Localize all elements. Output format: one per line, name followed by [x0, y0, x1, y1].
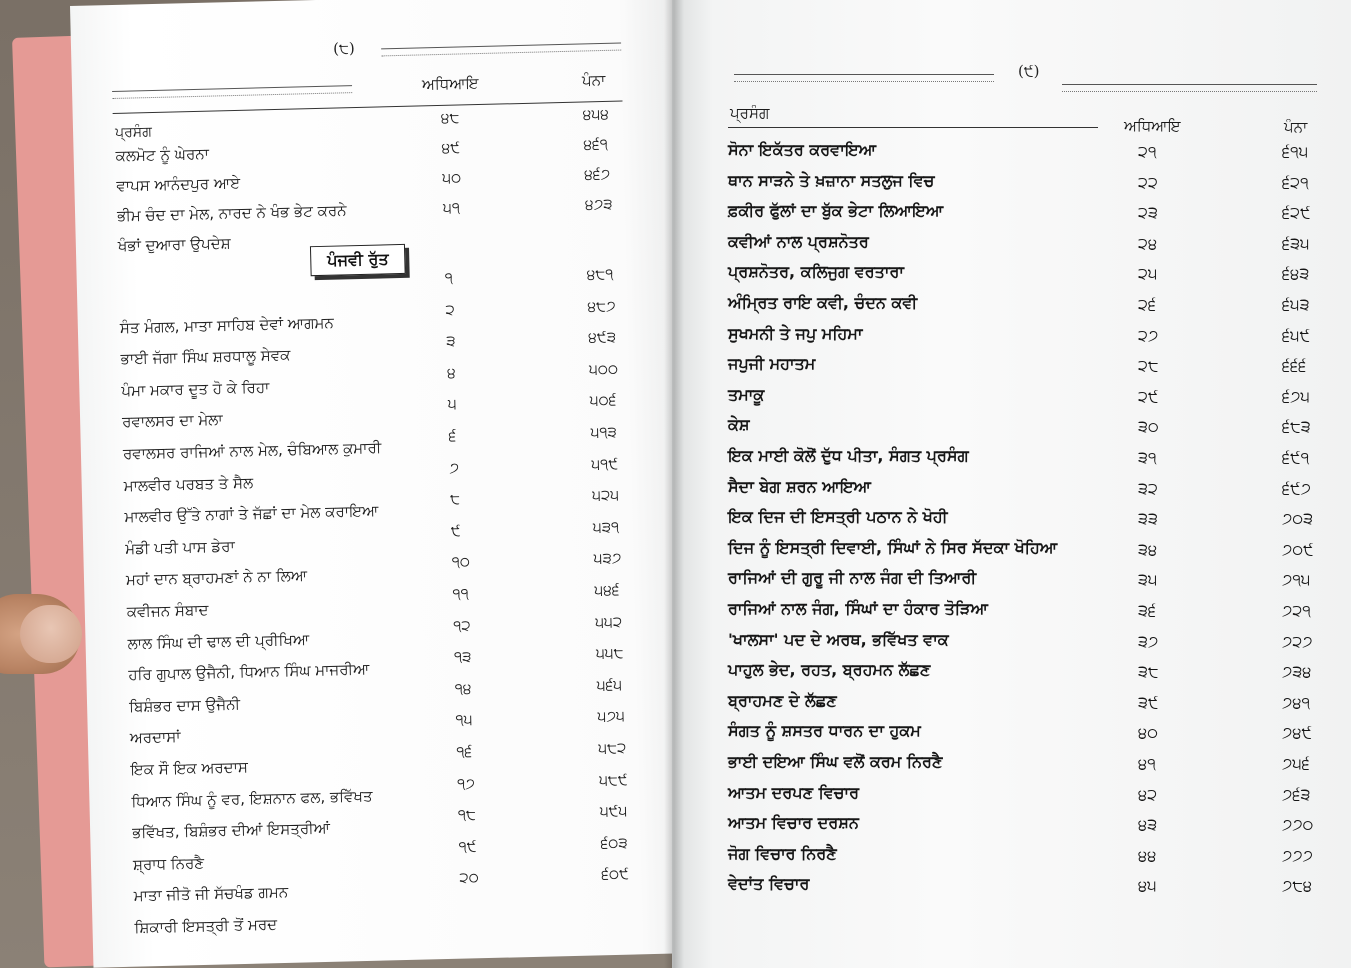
- thumbnail: [20, 605, 82, 663]
- toc-topic: ਫ਼ਕੀਰ ਫੁੱਲਾਂ ਦਾ ਬੁੱਕ ਭੇਟਾ ਲਿਆਇਆ: [728, 201, 944, 221]
- toc-topic: ਇਕ ਮਾਈ ਕੋਲੋਂ ਦੁੱਧ ਪੀਤਾ, ਸੰਗਤ ਪ੍ਰਸੰਗ: [728, 446, 969, 465]
- toc-chapter-number: ੩੭: [1138, 631, 1159, 651]
- toc-chapter-number: ੩੨: [1138, 478, 1158, 498]
- toc-topic: 'ਖਾਲਸਾ' ਪਦ ਦੇ ਅਰਥ, ਭਵਿੱਖਤ ਵਾਕ: [728, 629, 949, 649]
- toc-page-number: ੭੧੫: [1282, 570, 1311, 590]
- toc-topic: ਰਾਜਿਆਂ ਨਾਲ ਜੰਗ, ਸਿੰਘਾਂ ਦਾ ਹੰਕਾਰ ਤੋੜਿਆ: [728, 599, 988, 618]
- toc-chapter-number: ੨੩: [1138, 203, 1158, 223]
- toc-page-number: ੫੮੨: [598, 738, 627, 758]
- toc-page-number: ੭੭੭: [1282, 845, 1313, 865]
- toc-topic: ਅੰਮ੍ਰਿਤ ਰਾਇ ਕਵੀ, ਚੰਦਨ ਕਵੀ: [728, 293, 918, 312]
- toc-page-number: ੪੮੭: [587, 296, 616, 316]
- toc-chapter-number: ੨੪: [1138, 233, 1158, 253]
- toc-topic: ਬ੍ਰਾਹਮਣ ਦੇ ਲੱਛਣ: [728, 690, 837, 710]
- toc-topic: ਰਵਾਲਸਰ ਰਾਜਿਆਂ ਨਾਲ ਮੇਲ, ਚੰਬਿਆਲ ਕੁਮਾਰੀ: [122, 438, 382, 463]
- toc-page-number: ੪੮੧: [586, 264, 614, 284]
- toc-topic: ਪੰਮਾ ਮਕਾਰ ਦੂਤ ਹੋ ਕੇ ਰਿਹਾ: [121, 378, 270, 400]
- toc-topic: ਧਿਆਨ ਸਿੰਘ ਨੂੰ ਵਰ, ਇਸ਼ਨਾਨ ਫਲ, ਭਵਿੱਖਤ: [131, 786, 373, 811]
- section-heading: ਪੰਜਵੀ ਰੁੱਤ: [310, 244, 406, 276]
- toc-row: [672, 262, 1351, 292]
- toc-chapter-number: ੧੪: [454, 679, 472, 698]
- toc-chapter-number: ੧੬: [456, 742, 473, 761]
- toc-page-number: ੬੯੭: [1282, 478, 1311, 498]
- toc-topic: ਮਹਾਂ ਦਾਨ ਬ੍ਰਾਹਮਣਾਂ ਨੇ ਨਾ ਲਿਆ: [125, 566, 308, 590]
- toc-chapter-number: ੪੪: [1138, 845, 1157, 865]
- header-ornament: [381, 43, 621, 57]
- toc-topic: ਵੇਦਾਂਤ ਵਿਚਾਰ: [728, 874, 810, 894]
- toc-row: [672, 721, 1351, 751]
- toc-chapter-number: ੪: [446, 363, 456, 382]
- toc-topic: ਸ਼ਿਕਾਰੀ ਇਸਤ੍ਰੀ ਤੋਂ ਮਰਦ: [134, 915, 278, 937]
- toc-topic: ਭਾਈ ਜੱਗਾ ਸਿੰਘ ਸ਼ਰਧਾਲੂ ਸੇਵਕ: [120, 345, 291, 369]
- toc-page-number: ੫੩੧: [592, 517, 620, 537]
- toc-chapter-number: ੩੪: [1138, 539, 1158, 559]
- toc-chapter-number: ੪੨: [1138, 784, 1158, 804]
- toc-page-number: ੬੫੩: [1282, 295, 1310, 314]
- toc-topic: ਖੰਭਾਂ ਦੁਆਰਾ ਉਪਦੇਸ਼: [117, 234, 231, 255]
- toc-page-number: ੬੪੩: [1282, 264, 1310, 284]
- toc-page-number: ੭੬੩: [1282, 784, 1311, 804]
- toc-row: [672, 813, 1351, 843]
- topic-column-header: ਪ੍ਰਸੰਗ: [114, 124, 153, 141]
- toc-chapter-number: ੮: [449, 489, 461, 509]
- toc-page-number: ੭੨੭: [1282, 631, 1313, 651]
- toc-row: [672, 324, 1351, 354]
- toc-topic: ਅਰਦਾਸਾਂ: [129, 727, 181, 748]
- header-ornament: [734, 74, 994, 82]
- toc-topic: ਲਾਲ ਸਿੰਘ ਦੀ ਢਾਲ ਦੀ ਪ੍ਰੀਖਿਆ: [127, 629, 310, 653]
- toc-topic: ਇਕ ਸੌ ਇਕ ਅਰਦਾਸ: [130, 757, 249, 779]
- topic-column-header: ਪ੍ਰਸੰਗ: [730, 104, 770, 122]
- header-ornament: [112, 85, 352, 99]
- toc-page-number: ੭੭੦: [1282, 815, 1314, 835]
- toc-page-number: ੬੫੯: [1282, 325, 1311, 345]
- toc-page-number: ੬੦੩: [600, 833, 628, 853]
- toc-page-number: ੫੨੫: [591, 485, 620, 505]
- toc-topic: ਸੰਗਤ ਨੂੰ ਸ਼ਸਤਰ ਧਾਰਨ ਦਾ ਹੁਕਮ: [728, 721, 921, 741]
- toc-row: [672, 477, 1351, 507]
- toc-chapter-number: ੭: [449, 458, 460, 477]
- toc-page-number: ੭੦੩: [1282, 509, 1314, 529]
- toc-page-number: ੫੯੫: [599, 801, 628, 821]
- toc-chapter-number: ੨੫: [1138, 264, 1158, 284]
- toc-topic: ਮਾਤਾ ਜੀਤੋ ਜੀ ਸੱਚਖੰਡ ਗਮਨ: [133, 883, 289, 906]
- left-page-number: (੮): [332, 39, 355, 58]
- toc-topic: ਹਰਿ ਗੁਪਾਲ ਉਜੈਨੀ, ਧਿਆਨ ਸਿੰਘ ਮਾਜਰੀਆ: [128, 660, 370, 684]
- toc-row: [672, 171, 1351, 201]
- toc-row: [672, 446, 1351, 476]
- toc-topic: ਰਵਾਲਸਰ ਦਾ ਮੇਲਾ: [121, 410, 223, 432]
- toc-page-number: ੫੮੯: [598, 770, 628, 789]
- toc-page-number: ੬੨੯: [1282, 203, 1311, 223]
- toc-topic: ਦਿਜ ਨੂੰ ਇਸਤ੍ਰੀ ਦਿਵਾਈ, ਸਿੰਘਾਂ ਨੇ ਸਿਰ ਸੱਦਕਾ ਖੋਹਿਆ: [728, 537, 1058, 557]
- toc-row: [672, 140, 1351, 170]
- toc-page-number: ੬੦੯: [601, 864, 630, 884]
- toc-chapter-number: ੪੫: [1138, 876, 1157, 896]
- toc-chapter-number: ੧੭: [456, 773, 476, 793]
- toc-topic: ਤਮਾਕੂ: [728, 384, 765, 404]
- toc-topic: ਪਾਹੁਲ ਭੇਦ, ਰਹਤ, ਬ੍ਰਹਮਨ ਲੱਛਣ: [728, 660, 931, 680]
- toc-page-number: ੫੫੮: [595, 643, 624, 663]
- toc-page-number: ੫੫੨: [594, 612, 623, 631]
- toc-row: [672, 232, 1351, 262]
- toc-topic: ਆਤਮ ਦਰਪਣ ਵਿਚਾਰ: [728, 782, 860, 802]
- toc-topic: ਸੈਦਾ ਬੇਗ ਸ਼ਰਨ ਆਇਆ: [728, 476, 871, 496]
- toc-row: [672, 201, 1351, 231]
- toc-chapter-number: ੨: [445, 300, 456, 319]
- toc-row: [672, 507, 1351, 537]
- chapter-column-header: ਅਧਿਆਇ: [1124, 117, 1181, 135]
- toc-topic: ਬਿਸ਼ੰਭਰ ਦਾਸ ਉਜੈਨੀ: [128, 694, 241, 716]
- toc-chapter-number: ੪੩: [1138, 815, 1158, 835]
- toc-chapter-number: ੪੦: [1138, 723, 1158, 743]
- toc-chapter-number: ੨੯: [1138, 386, 1159, 406]
- toc-page-number: ੪੭੩: [584, 194, 613, 214]
- page-column-header: ਪੰਨਾ: [581, 70, 606, 90]
- toc-row: [672, 752, 1351, 782]
- toc-topic: ਭਾਈ ਦਇਆ ਸਿੰਘ ਵਲੋਂ ਕਰਮ ਨਿਰਣੈ: [728, 752, 943, 771]
- toc-page-number: ੫੪੬: [594, 580, 620, 600]
- chapter-column-header: ਅਧਿਆਇ: [421, 74, 479, 94]
- toc-page-number: ੪੫੪: [582, 104, 610, 124]
- toc-chapter-number: ੪੯: [441, 138, 461, 157]
- toc-topic: ਜੋਗ ਵਿਚਾਰ ਨਿਰਣੈ: [728, 843, 837, 863]
- toc-chapter-number: ੨੭: [1138, 325, 1159, 345]
- toc-row: [672, 630, 1351, 660]
- toc-chapter-number: ੧੫: [455, 710, 473, 730]
- toc-chapter-number: ੨੬: [1138, 295, 1157, 314]
- toc-page-number: ੬੨੧: [1282, 172, 1309, 192]
- toc-topic: ਸ਼੍ਰਾਧ ਨਿਰਣੈ: [132, 853, 205, 874]
- toc-page-number: ੬੯੧: [1282, 448, 1310, 467]
- toc-topic: ਭਵਿੱਖਤ, ਬਿਸ਼ੰਭਰ ਦੀਆਂ ਇਸਤ੍ਰੀਆਂ: [132, 819, 331, 842]
- toc-chapter-number: ੨੨: [1138, 172, 1158, 192]
- toc-chapter-number: ੧੨: [453, 615, 471, 635]
- toc-page-number: ੬੬੬: [1282, 356, 1307, 376]
- toc-page-number: ੫੩੭: [593, 549, 622, 568]
- header-ornament: [1062, 84, 1317, 92]
- toc-row: [672, 354, 1351, 384]
- toc-topic: ਆਤਮ ਵਿਚਾਰ ਦਰਸ਼ਨ: [728, 813, 859, 833]
- toc-page-number: ੫੭੫: [597, 707, 626, 726]
- toc-row: [672, 599, 1351, 629]
- toc-topic: ਇਕ ਦਿਜ ਦੀ ਇਸਤ੍ਰੀ ਪਠਾਨ ਨੇ ਖੋਹੀ: [728, 507, 948, 527]
- toc-row: [672, 691, 1351, 721]
- toc-topic: ਥਾਨ ਸਾੜਨੇ ਤੇ ਖ਼ਜ਼ਾਨਾ ਸਤਲੁਜ ਵਿਚ: [728, 170, 935, 190]
- toc-chapter-number: ੩੧: [1138, 448, 1157, 467]
- toc-chapter-number: ੩੫: [1138, 570, 1158, 590]
- toc-chapter-number: ੧੩: [453, 647, 472, 666]
- toc-page-number: ੭੨੧: [1282, 601, 1311, 620]
- toc-chapter-number: ੪੧: [1138, 754, 1156, 773]
- toc-row: [672, 385, 1351, 415]
- toc-chapter-number: ੩: [446, 331, 456, 351]
- toc-chapter-number: ੧੮: [457, 805, 477, 824]
- toc-chapter-number: ੫੧: [442, 198, 461, 217]
- toc-topic: ਮੰਡੀ ਪਤੀ ਪਾਸ ਡੇਰਾ: [125, 536, 235, 558]
- toc-chapter-number: ੧੦: [451, 552, 471, 572]
- right-page-number: (੯): [1018, 62, 1040, 80]
- toc-topic: ਪ੍ਰਸ਼ਨੋਤਰ, ਕਲਿਜੁਗ ਵਰਤਾਰਾ: [728, 262, 904, 282]
- toc-chapter-number: ੩੬: [1138, 601, 1157, 620]
- toc-topic: ਵਾਪਸ ਆਨੰਦਪੁਰ ਆਏ: [116, 173, 241, 195]
- toc-chapter-number: ੪੮: [440, 108, 460, 127]
- toc-page-number: ੫੧੯: [591, 454, 619, 473]
- toc-topic: ਸੁਖਮਨੀ ਤੇ ਜਪੁ ਮਹਿਮਾ: [728, 323, 863, 343]
- toc-row: [672, 568, 1351, 598]
- toc-topic: ਕਵੀਆਂ ਨਾਲ ਪ੍ਰਸ਼ਨੋਤਰ: [728, 231, 869, 251]
- toc-topic: ਭੀਮ ਚੰਦ ਦਾ ਮੇਲ, ਨਾਰਦ ਨੇ ਖੰਭ ਭੇਟ ਕਰਨੇ: [116, 201, 347, 225]
- toc-page-number: ੬੩੫: [1282, 233, 1310, 253]
- toc-topic: ਕਲਮੋਟ ਨੂੰ ਘੇਰਨਾ: [115, 144, 210, 165]
- toc-page-number: ੬੧੫: [1282, 142, 1309, 161]
- toc-page-number: ੬੭੫: [1282, 386, 1310, 406]
- toc-page-number: ੭੫੬: [1282, 754, 1310, 773]
- page-column-header: ਪੰਨਾ: [1284, 118, 1308, 136]
- toc-page-number: ੪੬੧: [583, 134, 609, 154]
- toc-page-number: ੫੦੬: [589, 391, 617, 410]
- toc-page-number: ੭੦੯: [1282, 539, 1314, 559]
- toc-chapter-number: ੫: [447, 395, 457, 414]
- toc-chapter-number: ੧: [444, 268, 454, 287]
- toc-chapter-number: ੩੯: [1138, 692, 1159, 712]
- toc-chapter-number: ੩੩: [1138, 509, 1158, 529]
- toc-row: [672, 538, 1351, 568]
- header-rule: [728, 127, 1098, 128]
- toc-topic: ਮਾਲਵੀਰ ਉੱਤੇ ਨਾਗਾਂ ਤੇ ਜੱਛਾਂ ਦਾ ਮੇਲ ਕਰਾਇਆ: [124, 501, 379, 527]
- toc-page-number: ੭੪੧: [1282, 692, 1311, 712]
- toc-chapter-number: ੩੮: [1138, 662, 1159, 682]
- toc-chapter-number: ੨੮: [1138, 356, 1159, 376]
- toc-topic: ਸੋਨਾ ਇਕੱਤਰ ਕਰਵਾਇਆ: [728, 140, 877, 159]
- toc-page-number: ੫੧੩: [590, 422, 618, 442]
- toc-page-number: ੭੮੪: [1282, 876, 1313, 896]
- toc-chapter-number: ੬: [448, 426, 457, 445]
- toc-chapter-number: ੨੧: [1138, 142, 1157, 161]
- toc-chapter-number: ੧੯: [458, 837, 477, 856]
- toc-page-number: ੪੬੭: [584, 164, 611, 184]
- toc-page-number: ੬੮੩: [1282, 417, 1311, 437]
- toc-topic: ਕੇਸ਼: [728, 415, 750, 435]
- toc-chapter-number: ੩੦: [1138, 417, 1159, 437]
- toc-row: [672, 415, 1351, 445]
- toc-chapter-number: ੨੦: [459, 868, 480, 888]
- toc-topic: ਕਵੀਜਨ ਸੰਬਾਦ: [126, 600, 209, 621]
- toc-page-number: ੪੯੩: [588, 327, 617, 347]
- toc-row: [672, 783, 1351, 813]
- toc-topic: ਮਾਲਵੀਰ ਪਰਬਤ ਤੇ ਸੈਲ: [123, 473, 254, 495]
- toc-row: [672, 874, 1351, 904]
- toc-chapter-number: ੧੧: [452, 584, 469, 603]
- toc-page-number: ੫੬੫: [596, 675, 623, 695]
- toc-row: [672, 293, 1351, 323]
- toc-chapter-number: ੯: [450, 521, 461, 540]
- right-page: [672, 0, 1351, 968]
- toc-page-number: ੭੩੪: [1282, 662, 1312, 682]
- toc-page-number: ੫੦੦: [588, 359, 619, 379]
- toc-page-number: ੭੪੯: [1282, 723, 1313, 743]
- toc-chapter-number: ੫੦: [442, 168, 462, 187]
- left-page: [70, 0, 703, 968]
- toc-topic: ਜਪੁਜੀ ਮਹਾਤਮ: [728, 354, 816, 374]
- toc-row: [672, 844, 1351, 874]
- book-gutter: [664, 0, 684, 968]
- toc-row: [672, 660, 1351, 690]
- toc-topic: ਸੰਤ ਮੰਗਲ, ਮਾਤਾ ਸਾਹਿਬ ਦੇਵਾਂ ਆਗਮਨ: [119, 313, 334, 337]
- toc-topic: ਰਾਜਿਆਂ ਦੀ ਗੁਰੂ ਜੀ ਨਾਲ ਜੰਗ ਦੀ ਤਿਆਰੀ: [728, 568, 977, 588]
